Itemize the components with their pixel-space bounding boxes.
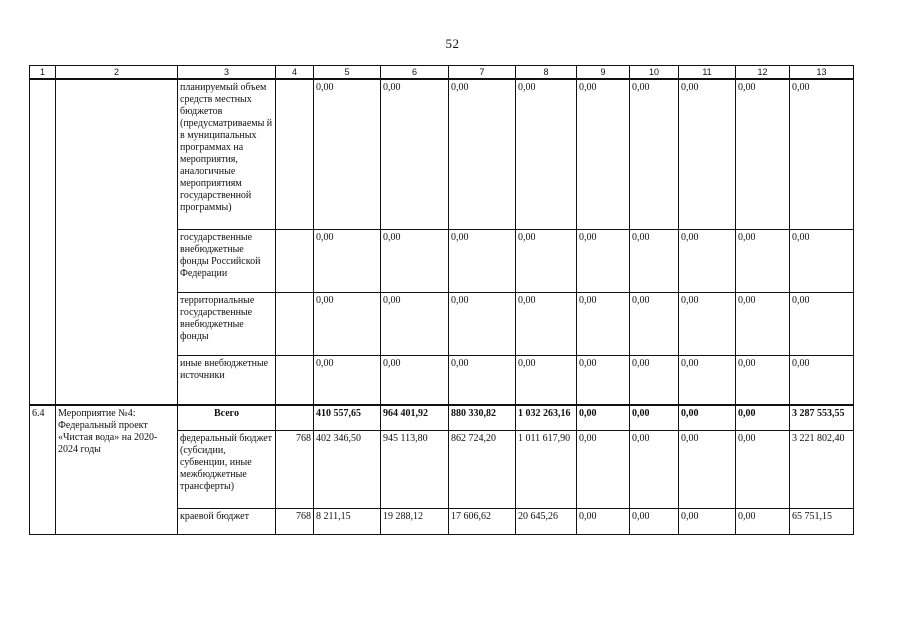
- value-cell: 0,00: [577, 508, 630, 534]
- header-cell: 11: [679, 66, 736, 80]
- value-cell: 8 211,15: [314, 508, 381, 534]
- empty-name-cell: [56, 79, 178, 405]
- value-cell: 0,00: [577, 292, 630, 355]
- value-cell: 0,00: [790, 79, 854, 229]
- value-cell: 19 288,12: [381, 508, 449, 534]
- value-cell: 0,00: [736, 229, 790, 292]
- header-cell: 10: [630, 66, 679, 80]
- header-cell: 7: [449, 66, 516, 80]
- value-cell: 0,00: [630, 405, 679, 430]
- value-cell: 1 032 263,16: [516, 405, 577, 430]
- value-cell: 945 113,80: [381, 430, 449, 508]
- budget-code: [276, 355, 314, 405]
- header-cell: 6: [381, 66, 449, 80]
- header-cell: 3: [178, 66, 276, 80]
- funding-source: краевой бюджет: [178, 508, 276, 534]
- header-cell: 9: [577, 66, 630, 80]
- funding-source: иные внебюджетные источники: [178, 355, 276, 405]
- funding-source: планируемый объем средств местных бюджетов (предусматриваемы й в муниципальных программах на мероприятия, аналогичные мероприятиям государственной программы): [178, 79, 276, 229]
- value-cell: 0,00: [679, 405, 736, 430]
- value-cell: 880 330,82: [449, 405, 516, 430]
- value-cell: 0,00: [736, 405, 790, 430]
- funding-source: государственные внебюджетные фонды Российской Федерации: [178, 229, 276, 292]
- funding-source: территориальные государственные внебюджетные фонды: [178, 292, 276, 355]
- value-cell: 0,00: [314, 292, 381, 355]
- header-cell: 8: [516, 66, 577, 80]
- value-cell: 0,00: [516, 79, 577, 229]
- value-cell: 0,00: [314, 79, 381, 229]
- funding-source: Всего: [178, 405, 276, 430]
- header-row: [30, 66, 854, 80]
- value-cell: 17 606,62: [449, 508, 516, 534]
- value-cell: 0,00: [736, 430, 790, 508]
- value-cell: 0,00: [577, 229, 630, 292]
- value-cell: 0,00: [449, 355, 516, 405]
- header-cell: 5: [314, 66, 381, 80]
- value-cell: 0,00: [449, 292, 516, 355]
- value-cell: 0,00: [679, 292, 736, 355]
- page-number: 52: [445, 36, 460, 51]
- budget-table: [29, 65, 854, 535]
- budget-code: 768: [276, 430, 314, 508]
- value-cell: 0,00: [736, 79, 790, 229]
- value-cell: 410 557,65: [314, 405, 381, 430]
- value-cell: 65 751,15: [790, 508, 854, 534]
- value-cell: 402 346,50: [314, 430, 381, 508]
- budget-code: [276, 229, 314, 292]
- value-cell: 0,00: [630, 355, 679, 405]
- value-cell: 0,00: [577, 430, 630, 508]
- value-cell: 0,00: [381, 292, 449, 355]
- header-cell: 12: [736, 66, 790, 80]
- table-body: [30, 66, 854, 535]
- value-cell: 0,00: [577, 79, 630, 229]
- budget-code: [276, 292, 314, 355]
- value-cell: 0,00: [314, 355, 381, 405]
- value-cell: 0,00: [736, 292, 790, 355]
- value-cell: 0,00: [790, 292, 854, 355]
- value-cell: 3 287 553,55: [790, 405, 854, 430]
- value-cell: 0,00: [516, 229, 577, 292]
- value-cell: 0,00: [516, 355, 577, 405]
- value-cell: 964 401,92: [381, 405, 449, 430]
- table-row: [30, 79, 854, 229]
- funding-source: федеральный бюджет (субсидии, субвенции, иные межбюджетные трансферты): [178, 430, 276, 508]
- value-cell: 0,00: [630, 430, 679, 508]
- activity-number: 6.4: [30, 405, 56, 534]
- value-cell: 0,00: [630, 508, 679, 534]
- value-cell: 0,00: [381, 229, 449, 292]
- activity-name: Мероприятие №4: Федеральный проект «Чистая вода» на 2020-2024 годы: [56, 405, 178, 534]
- table-row: [30, 405, 854, 430]
- header-cell: 4: [276, 66, 314, 80]
- value-cell: 862 724,20: [449, 430, 516, 508]
- value-cell: 0,00: [679, 430, 736, 508]
- value-cell: 0,00: [381, 79, 449, 229]
- value-cell: 0,00: [449, 79, 516, 229]
- value-cell: 0,00: [630, 229, 679, 292]
- budget-code: 768: [276, 508, 314, 534]
- value-cell: 0,00: [516, 292, 577, 355]
- header-cell: 1: [30, 66, 56, 80]
- budget-code: [276, 405, 314, 430]
- value-cell: 1 011 617,90: [516, 430, 577, 508]
- value-cell: 3 221 802,40: [790, 430, 854, 508]
- value-cell: 0,00: [630, 292, 679, 355]
- value-cell: 0,00: [790, 355, 854, 405]
- value-cell: 0,00: [679, 508, 736, 534]
- value-cell: 0,00: [736, 508, 790, 534]
- value-cell: 0,00: [679, 355, 736, 405]
- budget-code: [276, 79, 314, 229]
- value-cell: 0,00: [314, 229, 381, 292]
- value-cell: 0,00: [577, 405, 630, 430]
- header-cell: 13: [790, 66, 854, 80]
- value-cell: 0,00: [790, 229, 854, 292]
- value-cell: 0,00: [577, 355, 630, 405]
- empty-number-cell: [30, 79, 56, 405]
- value-cell: 0,00: [449, 229, 516, 292]
- value-cell: 0,00: [381, 355, 449, 405]
- value-cell: 0,00: [679, 79, 736, 229]
- value-cell: 0,00: [630, 79, 679, 229]
- value-cell: 0,00: [736, 355, 790, 405]
- value-cell: 0,00: [679, 229, 736, 292]
- value-cell: 20 645,26: [516, 508, 577, 534]
- header-cell: 2: [56, 66, 178, 80]
